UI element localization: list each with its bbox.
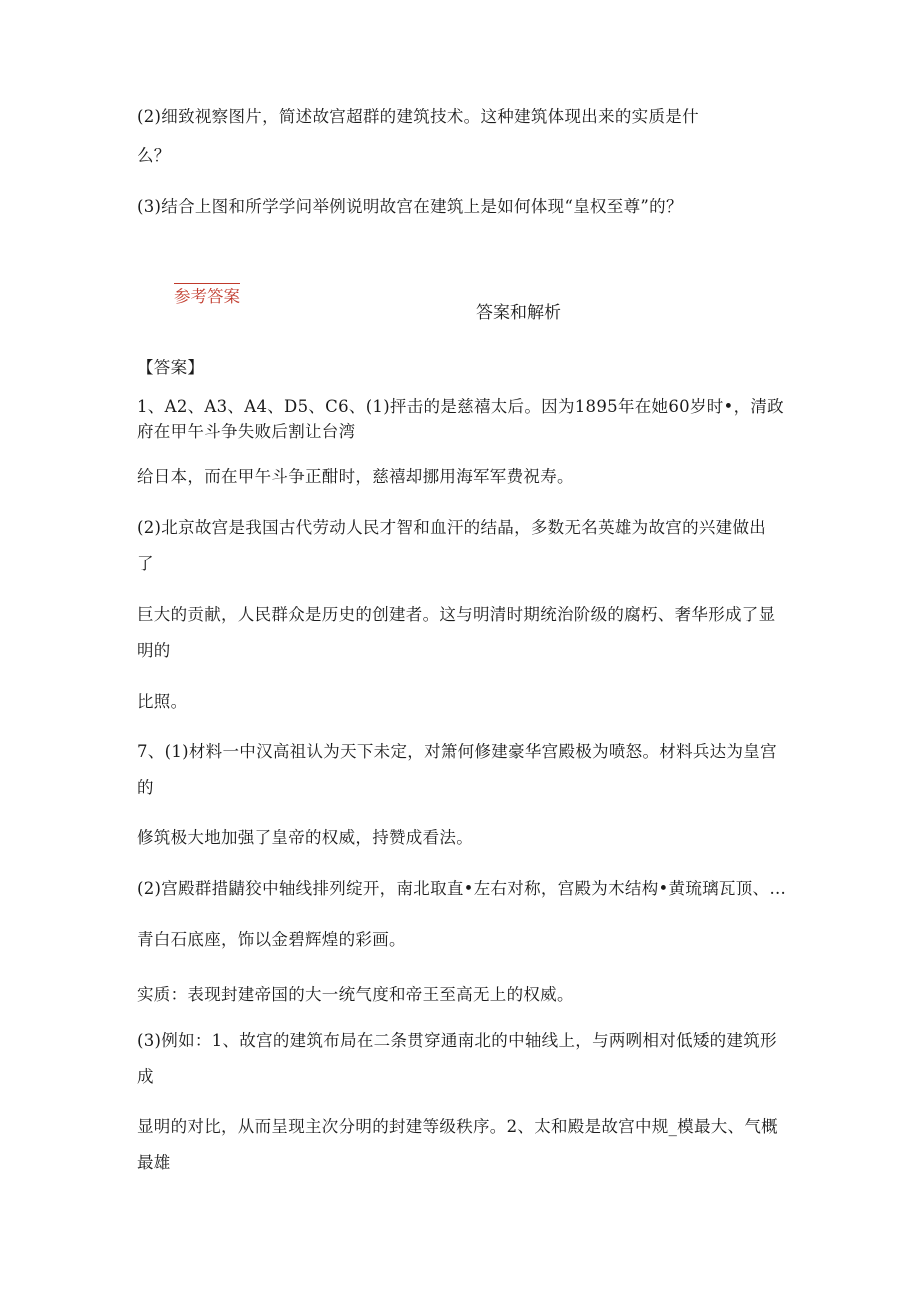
answer-line: 修筑极大地加强了皇帝的权威，持赞成看法。 xyxy=(137,828,473,847)
answer-line: 比照。 xyxy=(137,692,188,711)
question-3-line-1: (3)结合上图和所学学问举例说明故宫在建筑上是如何体现“皇权至尊”的？ xyxy=(137,197,683,216)
answer-line: 巨大的贡献，人民群众是历史的创建者。这与明清时期统治阶级的腐朽、奢华形成了显 xyxy=(137,605,776,624)
answer-line: 最雄 xyxy=(137,1153,171,1172)
reference-answer-label: 参考答案 xyxy=(174,283,240,308)
answer-line: 给日本，而在甲午斗争正酣时，慈禧却挪用海军军费祝寿。 xyxy=(137,467,574,486)
answer-line: 的 xyxy=(137,778,154,797)
answer-line: 成 xyxy=(137,1067,154,1086)
answer-line: 1、A2、A3、A4、D5、C6、(1)抨击的是慈禧太后。因为1895年在她60岁时•，清政 xyxy=(137,397,784,416)
answer-line: 7、(1)材料一中汉高祖认为天下未定，对箫何修建豪华宫殿极为喷怒。材料兵达为皇宫 xyxy=(137,742,777,761)
answer-line: 了 xyxy=(137,554,154,573)
question-2-line-1: (2)细致视察图片，简述故宫超群的建筑技术。这种建筑体现出来的实质是什 xyxy=(137,107,699,126)
answer-line: 明的 xyxy=(137,641,171,660)
answer-line: (2)宫殿群措鼱狡中轴线排列绽开，南北取直•左右对称，宫殿为木结构•黄琉璃瓦顶、… xyxy=(137,879,787,898)
answer-line: 青白石底座，饰以金碧辉煌的彩画。 xyxy=(137,930,406,949)
answer-line: (2)北京故宫是我国古代劳动人民才智和血汗的结晶，多数无名英雄为故宫的兴建做出 xyxy=(137,518,767,537)
section-title: 答案和解析 xyxy=(476,303,561,323)
answer-line: 实质：表现封建帝国的大一统气度和帝王至高无上的权威。 xyxy=(137,985,574,1004)
answer-line: 府在甲午斗争失败后割让台湾 xyxy=(137,422,356,441)
question-2-line-2: 么？ xyxy=(137,146,171,165)
answer-line: 显明的对比，从而呈现主次分明的封建等级秩序。2、太和殿是故宫中规_模最大、气概 xyxy=(137,1117,778,1136)
answer-line: (3)例如：1、故宫的建筑布局在二条贯穿通南北的中轴线上，与两咧相对低矮的建筑形 xyxy=(137,1031,777,1050)
answer-heading: 【答案】 xyxy=(137,358,205,377)
